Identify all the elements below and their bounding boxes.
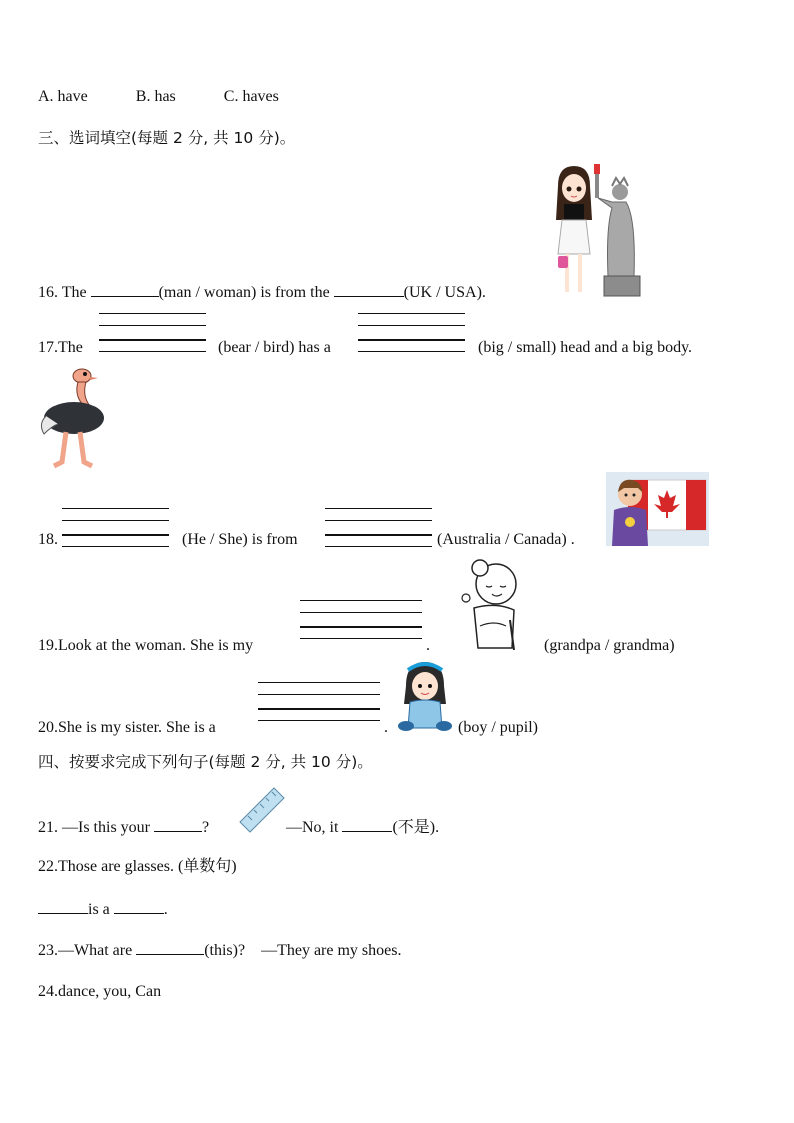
question-21 bbox=[38, 817, 209, 838]
question-20-dot: . bbox=[384, 719, 388, 736]
q23-pre: 23.—What are bbox=[38, 942, 137, 959]
q23-blank[interactable] bbox=[136, 940, 204, 955]
option-b: B. has bbox=[135, 88, 176, 105]
section-3-title: 三、选词填空(每题 2 分, 共 10 分)。 bbox=[38, 129, 296, 147]
question-21-answer bbox=[286, 817, 439, 838]
question-17-mid: (bear / bird) has a bbox=[218, 339, 331, 356]
q21-blank-2[interactable] bbox=[342, 817, 392, 832]
q16-post: (UK / USA). bbox=[403, 284, 486, 301]
q22-ans-end: . bbox=[163, 901, 168, 918]
q18-answer-lines-2[interactable] bbox=[325, 508, 432, 548]
q16-pre: 16. The bbox=[38, 284, 91, 301]
question-18-mid: (He / She) is from bbox=[182, 531, 298, 548]
q21-blank-1[interactable] bbox=[154, 817, 202, 832]
section-4-title: 四、按要求完成下列句子(每题 2 分, 共 10 分)。 bbox=[38, 753, 373, 771]
q17-answer-lines-2[interactable] bbox=[358, 313, 465, 353]
q19-answer-lines[interactable] bbox=[300, 600, 422, 640]
option-c: C. haves bbox=[223, 88, 279, 105]
question-17-pre: 17.The bbox=[38, 339, 83, 356]
q17-answer-lines-1[interactable] bbox=[99, 313, 206, 353]
q15-options bbox=[38, 87, 279, 107]
question-22: 22.Those are glasses. (单数句) bbox=[38, 858, 237, 875]
question-19-pre: 19.Look at the woman. She is my bbox=[38, 637, 254, 654]
question-20-pre: 20.She is my sister. She is a bbox=[38, 719, 216, 736]
schoolgirl-icon bbox=[398, 660, 452, 736]
q18-answer-lines-1[interactable] bbox=[62, 508, 169, 548]
q21-pre: 21. —Is this your bbox=[38, 819, 154, 836]
question-20-post: (boy / pupil) bbox=[458, 719, 538, 736]
question-19-post: (grandpa / grandma) bbox=[544, 637, 675, 654]
q21-q: ? bbox=[202, 819, 210, 836]
q16-blank-2[interactable] bbox=[334, 282, 404, 297]
q22-blank-1[interactable] bbox=[38, 899, 88, 914]
q22-blank-2[interactable] bbox=[114, 899, 164, 914]
question-23 bbox=[38, 940, 401, 961]
girl-statue-of-liberty-icon bbox=[550, 158, 646, 300]
question-19-dot: . bbox=[426, 637, 430, 654]
q20-answer-lines[interactable] bbox=[258, 682, 380, 722]
q23-mid: (this)? bbox=[204, 942, 246, 959]
grandma-icon bbox=[456, 558, 526, 652]
question-18-pre: 18. bbox=[38, 531, 58, 548]
q16-blank-1[interactable] bbox=[91, 282, 159, 297]
question-16 bbox=[38, 282, 486, 303]
q21-ans: —No, it bbox=[286, 819, 343, 836]
ruler-icon bbox=[236, 786, 286, 836]
option-a: A. have bbox=[38, 88, 88, 105]
question-22-answer bbox=[38, 899, 168, 920]
q22-ans-mid: is a bbox=[88, 901, 114, 918]
boy-canada-flag-icon bbox=[606, 472, 709, 546]
q23-post: —They are my shoes. bbox=[261, 942, 402, 959]
question-24: 24.dance, you, Can bbox=[38, 983, 162, 1000]
ostrich-icon bbox=[38, 366, 110, 470]
q16-mid: (man / woman) is from the bbox=[158, 284, 334, 301]
question-17-post: (big / small) head and a big body. bbox=[478, 339, 693, 356]
q21-post: (不是). bbox=[392, 819, 440, 836]
question-18-post: (Australia / Canada) . bbox=[437, 531, 575, 548]
